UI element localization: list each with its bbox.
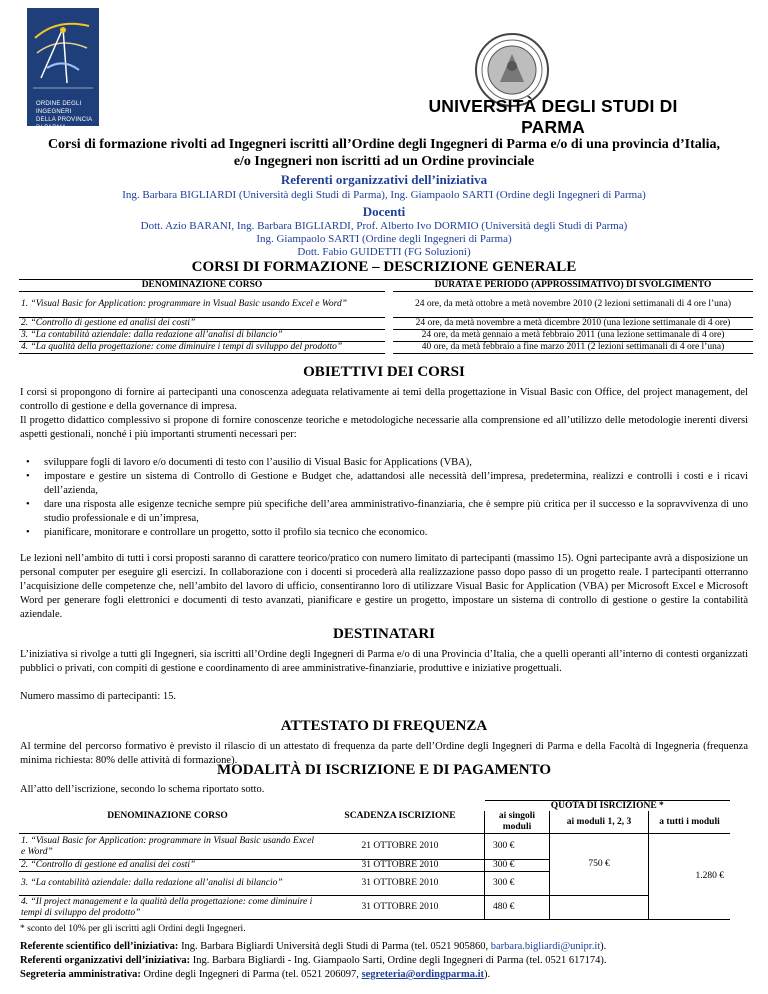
fee-course-name-2: 2. “Controllo di gestione ed analisi dei costi” bbox=[19, 860, 316, 872]
obiettivi-p3: Le lezioni nell’ambito di tutti i corsi proposti saranno di carattere teorico/pratico con numero limitato di partecipanti (massimo 15). Ogni partecipante avrà a disposizione un personal computer per eseguire gli esercizi. In collaborazione con i docenti si procederà alla realizzazione passo dopo passo di un progetto reale. I partecipanti otterranno l’acquisizione delle competenze che, nell’ambito del lavoro di ufficio, consentiranno loro di utilizzare Visual Basic for Application (VBA) per Microsoft Excel e Microsoft Word per generare fogli elettronici e documenti di testo avanzati, pianificare e gestire un progetto, impostare un sistema di controllo di gestione o gestire la contabilità aziendale. bbox=[20, 553, 748, 620]
ordine-ingegneri-logo bbox=[27, 8, 99, 131]
course-name-1: 1. “Visual Basic for Application: programmare in Visual Basic usando Excel e Word” bbox=[19, 292, 385, 318]
fee-123: 750 € bbox=[550, 834, 649, 896]
referenti-names: Ing. Barbara BIGLIARDI (Università degli Studi di Parma), Ing. Giampaolo SARTI (Ordine degli Ingegneri di Parma) bbox=[122, 189, 646, 201]
fee-all: 1.280 € bbox=[649, 834, 731, 920]
course-period-3: 24 ore, da metà gennaio a metà febbraio 2011 (una lezione settimanale di 4 ore) bbox=[393, 330, 753, 342]
obiettivi-p2: Il progetto didattico complessivo si propone di fornire conoscenze teoriche e metodologiche necessarie alla comprensione ed all’utilizzo delle metodologie inerenti diversi aspetti gestionali, nonché i più importanti strumenti necessari per: bbox=[20, 415, 748, 440]
course-period-1: 24 ore, da metà ottobre a metà novembre 2010 (2 lezioni settimanali di 4 ore l’una) bbox=[393, 292, 753, 318]
discount-note: * sconto del 10% per gli iscritti agli Ordini degli Ingegneri. bbox=[20, 924, 246, 934]
fees-sub-123: ai moduli 1, 2, 3 bbox=[550, 811, 649, 834]
referenti-label: Referenti organizzativi dell’iniziativa bbox=[280, 172, 488, 187]
modalita-intro: All’atto dell’iscrizione, secondo lo schema riportato sotto. bbox=[20, 784, 265, 795]
footer-sci-end: ). bbox=[600, 941, 607, 952]
fees-col-deadline: SCADENZA ISCRIZIONE bbox=[316, 801, 485, 834]
course-period-4: 40 ore, da metà febbraio a fine marzo 2011 (2 lezioni settimanali di 4 ore l’una) bbox=[393, 342, 753, 354]
course-period-2: 24 ore, da metà novembre a metà dicembre 2010 (una lezione settimanale di 4 ore) bbox=[393, 318, 753, 330]
bullet-item: • pianificare, monitorare e controllare un progetto, sotto il profilo sia tecnico che economico. bbox=[20, 526, 748, 540]
university-name: UNIVERSITÀ DEGLI STUDI DI PARMA bbox=[428, 96, 678, 137]
general-section-title: CORSI DI FORMAZIONE – DESCRIZIONE GENERALE bbox=[191, 259, 577, 275]
footer-sci-label: Referente scientifico dell’iniziativa: bbox=[20, 941, 179, 952]
bullet-item: • dare una risposta alle esigenze tecniche sempre più specifiche dell’area amministrativo-finanziaria, che è sempre più critica per il successo e la sopravvivenza di uno studio professionale e di un’impresa, bbox=[20, 498, 748, 526]
courses-table bbox=[19, 279, 753, 354]
course-name-4: 4. “La qualità della progettazione: come diminuire i tempi di sviluppo del prodotto” bbox=[19, 342, 385, 354]
footer-org-text: Ing. Barbara Bigliardi - Ing. Giampaolo Sarti, Ordine degli Ingegneri di Parma (tel. 0521 617174). bbox=[190, 955, 607, 966]
courses-col-period: DURATA E PERIODO (APPROSSIMATIVO) DI SVOLGIMENTO bbox=[393, 280, 753, 292]
logo-text-line1: ORDINE DEGLI INGEGNERI bbox=[36, 101, 82, 115]
logo-text-line2: DELLA PROVINCIA DI PARMA bbox=[36, 117, 93, 131]
fees-table bbox=[19, 800, 730, 920]
fees-sub-single: ai singoli moduli bbox=[485, 811, 550, 834]
fee-course-name-3: 3. “La contabilità aziendale: dalla redazione all’analisi di bilancio” bbox=[19, 872, 316, 896]
fee-single-4: 480 € bbox=[485, 896, 550, 920]
footer-organizers bbox=[20, 954, 760, 968]
fee-single-1: 300 € bbox=[485, 834, 550, 860]
fee-course-name-1: 1. “Visual Basic for Application: programmare in Visual Basic usando Excel e Word” bbox=[19, 834, 316, 860]
fee-deadline-4: 31 OTTOBRE 2010 bbox=[316, 896, 485, 920]
footer-seg-end: ). bbox=[483, 969, 491, 980]
docenti-line1: Dott. Azio BARANI, Ing. Barbara BIGLIARDI, Prof. Alberto Ivo DORMIO (Università degli Studi di Parma) bbox=[140, 220, 628, 232]
footer-scientific bbox=[20, 940, 760, 954]
fee-single-2: 300 € bbox=[485, 860, 550, 872]
footer-sci-email-link[interactable]: barbara.bigliardi@unipr.it bbox=[490, 941, 601, 952]
obiettivi-p1: I corsi si propongono di fornire ai partecipanti una conoscenza adeguata relativamente ai temi della progettazione in Visual Basic con Office, del project management, del controllo di gestione e della governance di impresa. bbox=[20, 387, 748, 412]
footer-sci-text: Ing. Barbara Bigliardi Università degli Studi di Parma (tel. 0521 905860, bbox=[178, 941, 491, 952]
course-name-3: 3. “La contabilità aziendale: dalla redazione all’analisi di bilancio” bbox=[19, 330, 385, 342]
fees-col-quota: QUOTA DI ISRCIZIONE * bbox=[485, 801, 731, 812]
footer-seg-email-link[interactable]: segreteria@ordingparma.it bbox=[361, 969, 484, 980]
bullet-item: • sviluppare fogli di lavoro e/o documenti di testo con l’ausilio di Visual Basic for Applications (VBA), bbox=[20, 456, 748, 470]
fees-col-name: DENOMINAZIONE CORSO bbox=[19, 801, 316, 834]
fee-deadline-1: 21 OTTOBRE 2010 bbox=[316, 834, 485, 860]
docenti-line2: Ing. Giampaolo SARTI (Ordine degli Ingegneri di Parma) bbox=[256, 233, 512, 245]
courses-col-name: DENOMINAZIONE CORSO bbox=[19, 280, 385, 292]
destinatari-title: DESTINATARI bbox=[333, 626, 435, 642]
obiettivi-bullets bbox=[20, 456, 748, 540]
destinatari-p2: Numero massimo di partecipanti: 15. bbox=[20, 691, 177, 702]
fee-single-3: 300 € bbox=[485, 872, 550, 896]
course-title-line2: e/o Ingegneri non iscritti ad un Ordine provinciale bbox=[233, 154, 535, 169]
attestato-title: ATTESTATO DI FREQUENZA bbox=[280, 718, 488, 734]
course-title bbox=[20, 136, 748, 170]
modalita-title: MODALITÀ DI ISCRIZIONE E DI PAGAMENTO bbox=[216, 762, 552, 778]
docenti-line3: Dott. Fabio GUIDETTI (FG Soluzioni) bbox=[297, 246, 471, 258]
docenti-label: Docenti bbox=[362, 204, 406, 219]
obiettivi-title: OBIETTIVI DEI CORSI bbox=[303, 364, 465, 380]
attestato-p1: Al termine del percorso formativo è previsto il rilascio di un attestato di frequenza da parte dell’Ordine degli Ingegneri di Parma e della Facoltà di Ingegneria (frequenza minima richiesta: 80% delle attività di formazione). bbox=[20, 741, 748, 766]
destinatari-p1: L’iniziativa si rivolge a tutti gli Ingegneri, sia iscritti all’Ordine degli Ingegneri di Parma e/o di una Provincia d’Italia, che a quelli operanti all’interno di contesti organizzati pubblici o privati, con compiti di gestione e coordinamento di aree amministrative-finanziarie, produttive e iniziative progettuali. bbox=[20, 649, 748, 674]
fee-deadline-3: 31 OTTOBRE 2010 bbox=[316, 872, 485, 896]
footer-seg-text: Ordine degli Ingegneri di Parma (tel. 0521 206097, bbox=[140, 969, 362, 980]
course-title-line1: Corsi di formazione rivolti ad Ingegneri iscritti all’Ordine degli Ingegneri di Parma e/o di una provincia d’Italia, bbox=[47, 137, 721, 152]
fee-course-name-4: 4. “Il project management e la qualità della progettazione: come diminuire i tempi di sviluppo del prodotto” bbox=[19, 896, 316, 920]
footer-seg-label: Segreteria amministrativa: bbox=[20, 969, 141, 980]
footer-org-label: Referenti organizzativi dell’iniziativa: bbox=[20, 955, 191, 966]
fee-deadline-2: 31 OTTOBRE 2010 bbox=[316, 860, 485, 872]
footer-secretariat bbox=[20, 968, 760, 982]
bullet-item: • impostare e gestire un sistema di Controllo di Gestione e Budget che, adattandosi alle necessità dell’impresa, predetermina, realizzi e controlli i costi e i ricavi dell’azienda, bbox=[20, 470, 748, 498]
course-name-2: 2. “Controllo di gestione ed analisi dei costi” bbox=[19, 318, 385, 330]
fees-sub-all: a tutti i moduli bbox=[649, 811, 731, 834]
